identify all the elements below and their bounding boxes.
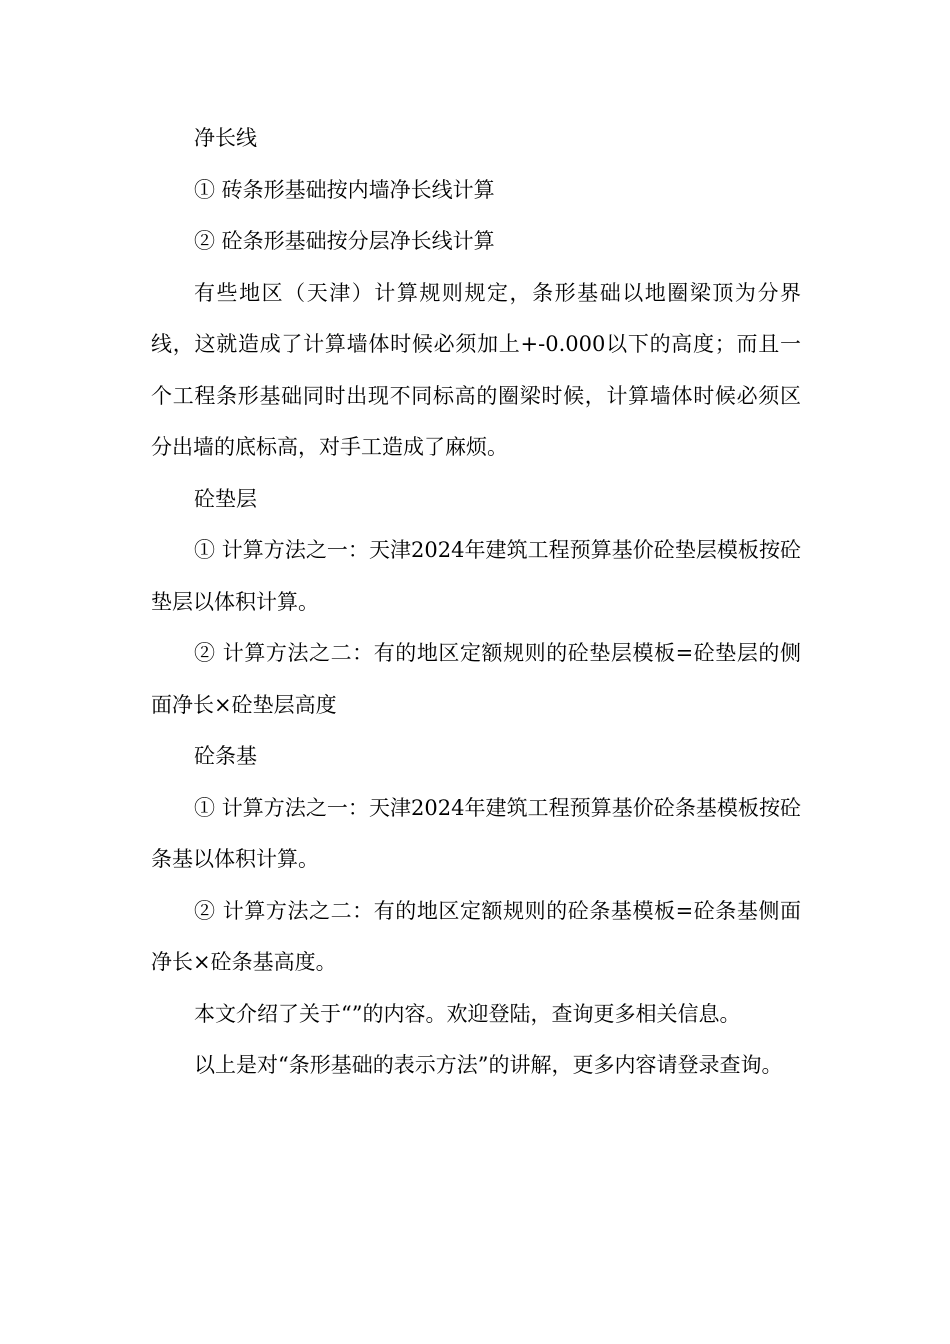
body-paragraph: 有些地区（天津）计算规则规定，条形基础以地圈梁顶为分界线，这就造成了计算墙体时候必须加上+-0.000以下的高度；而且一个工程条形基础同时出现不同标高的圈梁时候，计算墙体时候必须区分出墙的底标高，对手工造成了麻烦。	[151, 280, 801, 459]
heading-dianceng: 砼垫层	[194, 486, 257, 511]
heading-tiaoji: 砼条基	[194, 744, 257, 768]
list-item: ① 计算方法之一：天津2024年建筑工程预算基价砼垫层模板按砼垫层以体积计算。	[151, 538, 801, 614]
document-body	[151, 113, 801, 1092]
list-item: ② 计算方法之二：有的地区定额规则的砼条基模板=砼条基侧面净长×砼条基高度。	[151, 898, 801, 974]
list-item: ② 计算方法之二：有的地区定额规则的砼垫层模板=砼垫层的侧面净长×砼垫层高度	[151, 641, 801, 717]
list-item: ② 砼条形基础按分层净长线计算	[194, 229, 495, 253]
list-item: ① 计算方法之一：天津2024年建筑工程预算基价砼条基模板按砼条基以体积计算。	[151, 795, 801, 871]
list-item: ① 砖条形基础按内墙净长线计算	[194, 177, 495, 202]
heading-jingchangxian: 净长线	[194, 126, 257, 150]
body-paragraph: 以上是对“条形基础的表示方法”的讲解，更多内容请登录查询。	[194, 1053, 783, 1077]
body-paragraph: 本文介绍了关于“”的内容。欢迎登陆，查询更多相关信息。	[194, 1001, 741, 1026]
